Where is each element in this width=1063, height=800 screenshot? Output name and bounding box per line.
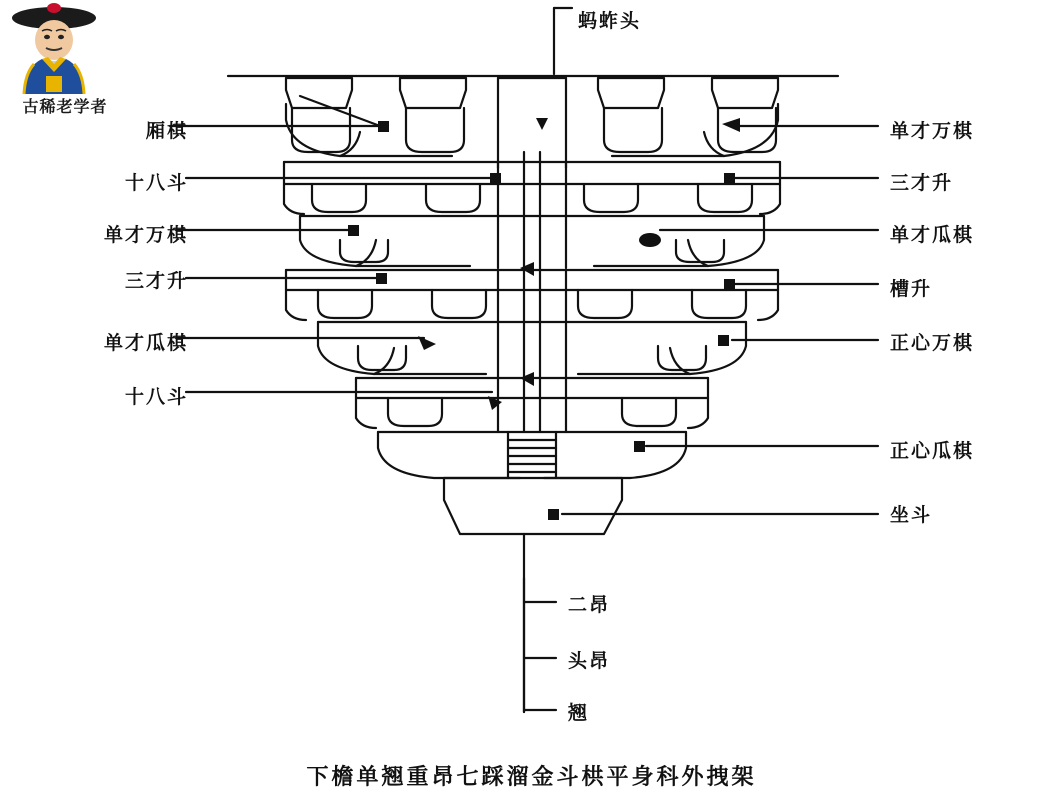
label-left-shibadou-1: 十八斗 <box>124 173 188 194</box>
label-erang: 二昂 <box>568 595 611 616</box>
label-right-caosheng: 槽升 <box>890 279 933 300</box>
label-right-zhengxinguaqi: 正心瓜棋 <box>890 441 975 462</box>
label-qiao: 翘 <box>568 703 590 724</box>
label-left-sancaisheng: 三才升 <box>124 271 188 292</box>
label-right-dancaiguaqi: 单才瓜棋 <box>890 225 975 246</box>
label-left-dancaiguaqi: 单才瓜棋 <box>103 333 188 354</box>
figure-caption: 下檐单翘重昂七踩溜金斗栱平身科外拽架 <box>306 764 757 789</box>
label-right-zuodou: 坐斗 <box>890 505 933 526</box>
label-right-sancaisheng: 三才升 <box>890 173 954 194</box>
label-touang: 头昂 <box>568 651 611 672</box>
label-mazhatou: 蚂蚱头 <box>578 11 642 32</box>
label-left-xiangqi: 厢棋 <box>145 121 188 142</box>
label-left-dancaiwanqi: 单才万棋 <box>103 225 188 246</box>
label-left-shibadou-2: 十八斗 <box>124 387 188 408</box>
label-right-zhengxinwanqi: 正心万棋 <box>890 333 975 354</box>
label-right-dancaiwanqi: 单才万棋 <box>890 121 975 142</box>
watermark-caption: 古稀老学者 <box>22 99 108 116</box>
